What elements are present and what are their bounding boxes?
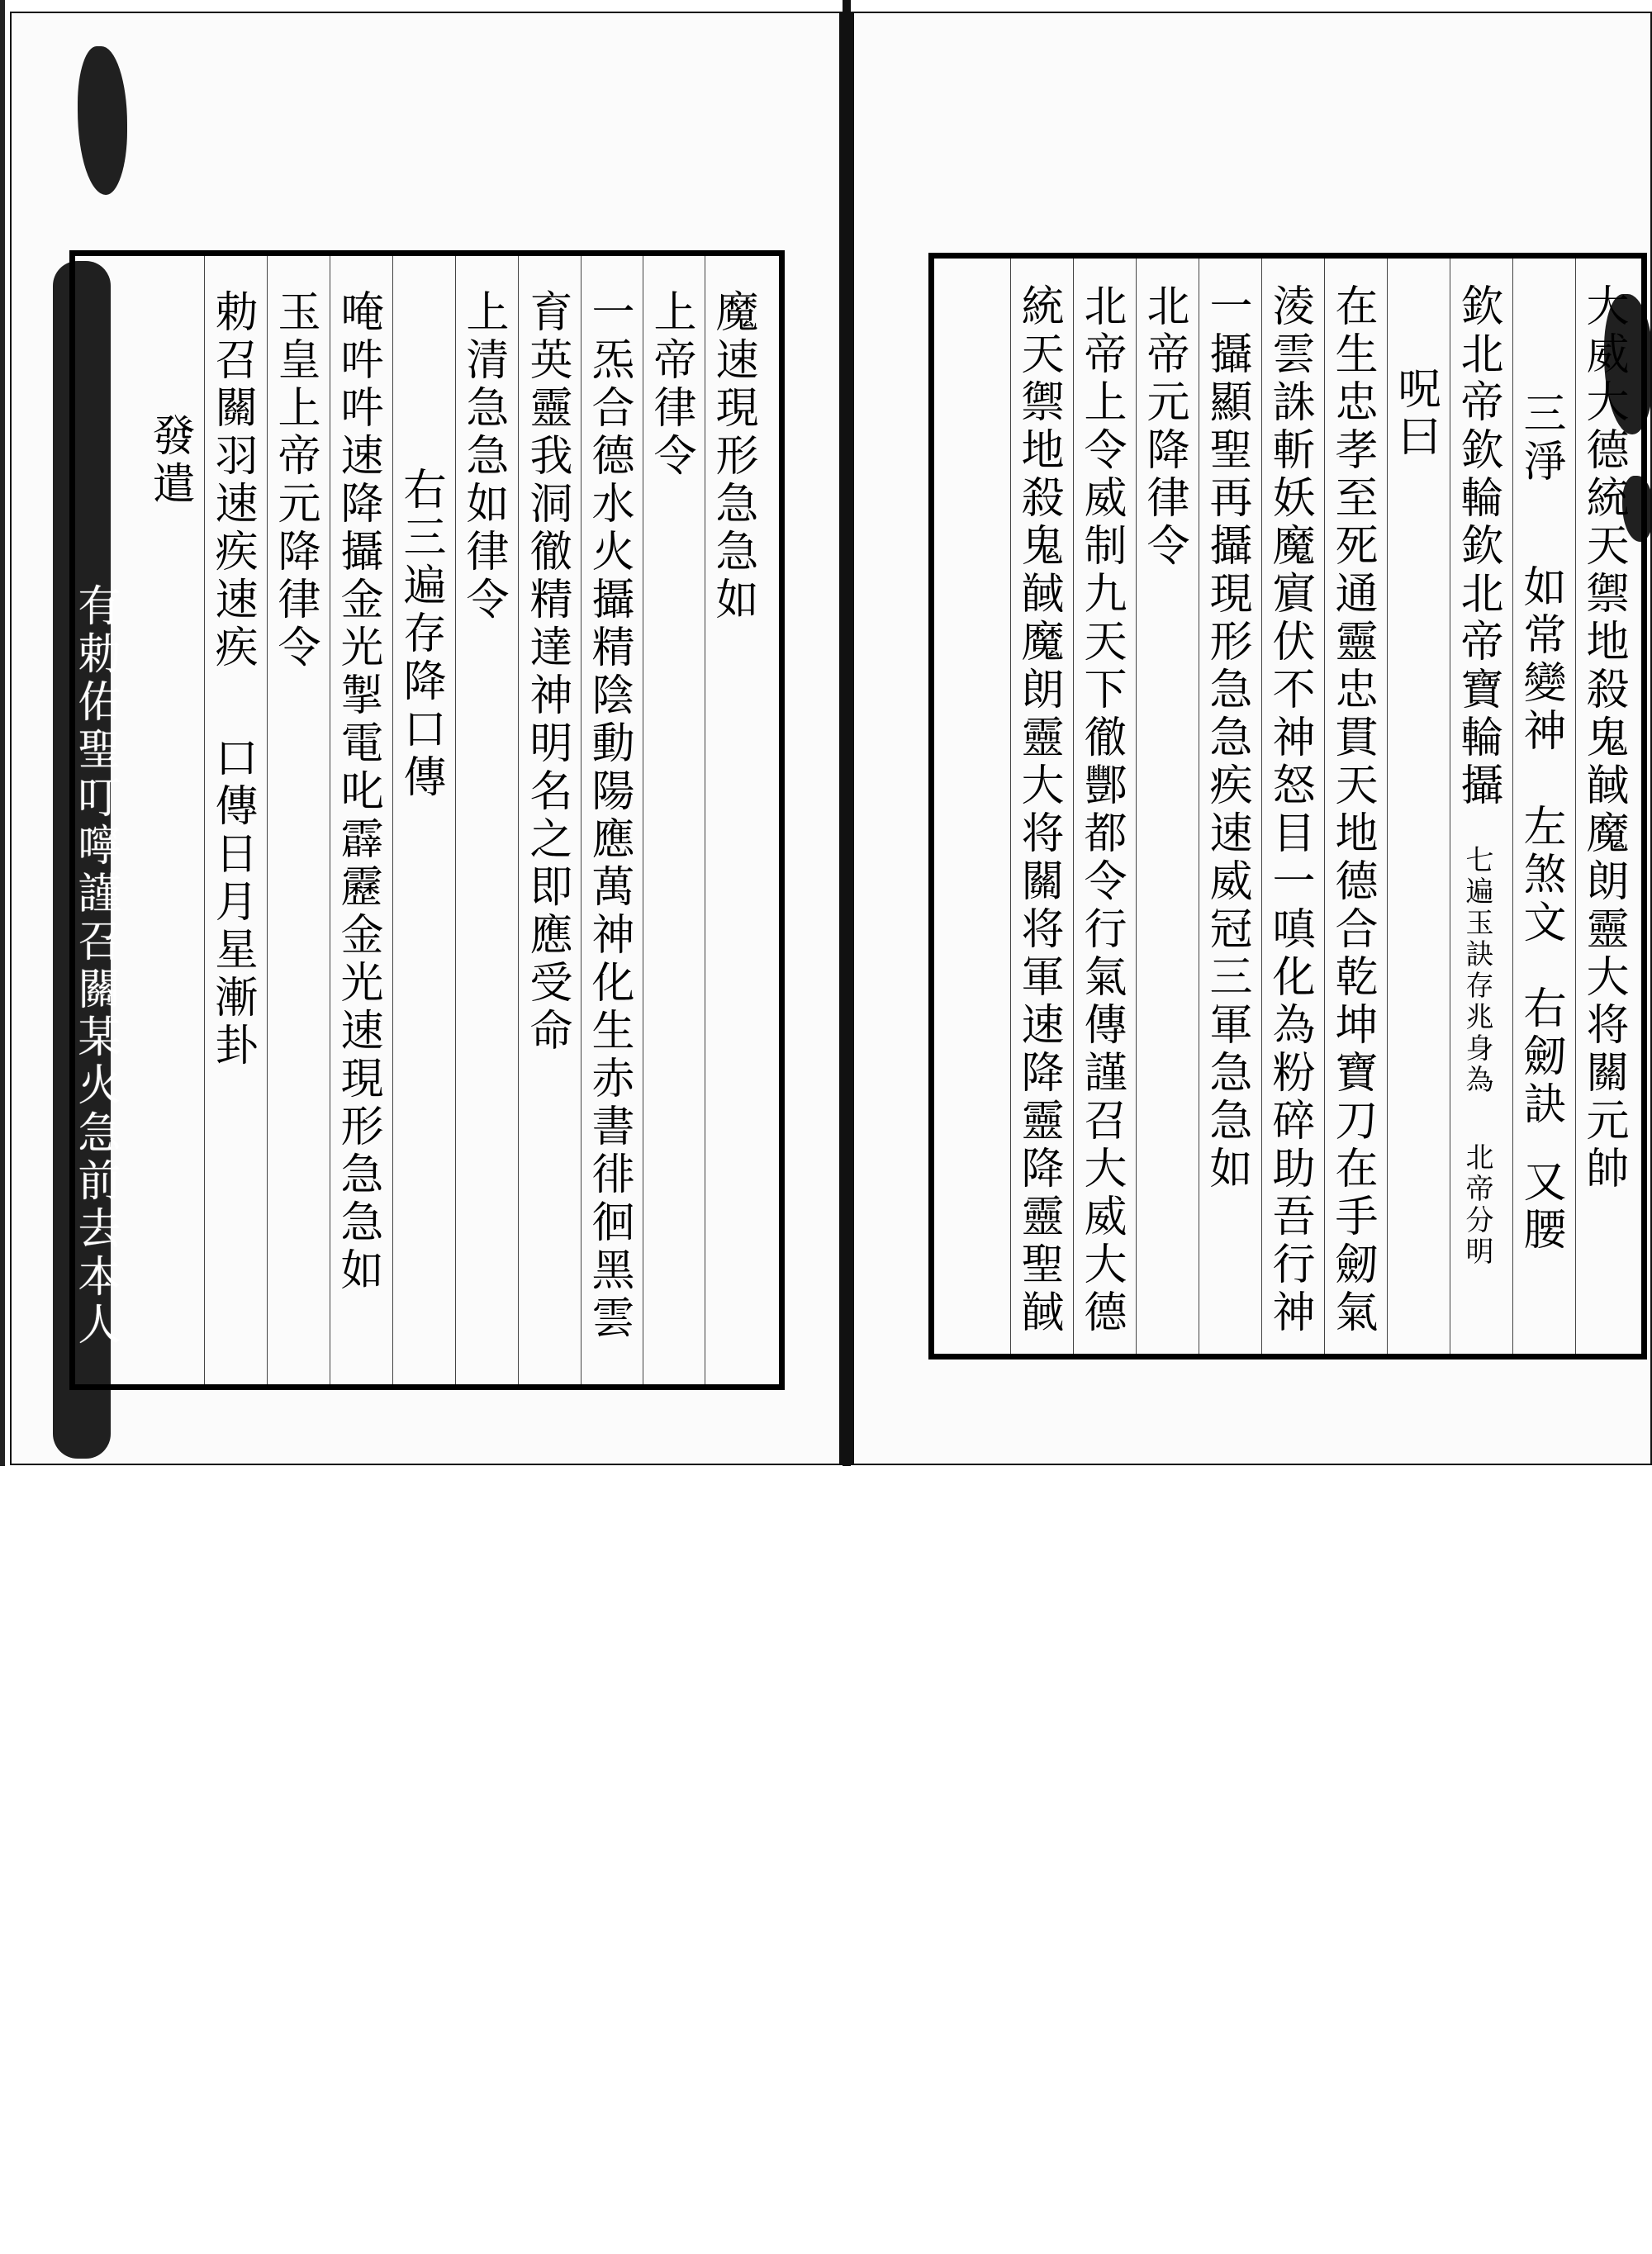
left-page: [10, 12, 844, 1465]
column-rule: [1010, 259, 1011, 1354]
column-rule: [1324, 259, 1325, 1354]
text-column: 育英靈我洞徹精達神明名之即應受命: [522, 289, 572, 1056]
left-text-frame: [69, 250, 785, 1390]
text-column: 一炁合德水火攝精陰動陽應萬神化生赤書徘徊黑雲: [584, 289, 634, 1343]
column-rule: [392, 256, 393, 1384]
text-column: 上帝律令: [646, 289, 695, 481]
text-column: 一攝顯聖再攝現形急急疾速威冠三軍急急如: [1202, 283, 1251, 1193]
text-column: 呪曰: [1390, 366, 1440, 462]
ink-stain-top-left: [78, 46, 127, 195]
text-column: 北帝上令威制九天下徹酆都令行氣傳謹召大威大德: [1076, 283, 1126, 1337]
column-rule: [204, 256, 205, 1384]
column-rule: [1575, 259, 1576, 1354]
text-column: 魔速現形急急如: [708, 289, 757, 624]
text-column-note: 口傳日月星漸卦: [207, 735, 257, 1070]
text-column: 大威大德統天禦地殺鬼馘魔朗靈大将關元帥: [1578, 283, 1628, 1193]
right-text-frame: [928, 253, 1647, 1360]
margin-annotation: 有勅佑聖叮嚀謹召關某火急前去本人: [70, 583, 120, 1350]
text-column-small: 七遍玉訣存兆身為: [1460, 845, 1493, 1096]
text-column: 勅召關羽速疾速疾: [207, 289, 257, 672]
text-column: 右三遍存降口傳: [396, 467, 445, 802]
text-column: 發遣: [145, 413, 194, 509]
column-rule: [1073, 259, 1074, 1354]
text-column-small: 北帝分明: [1460, 1142, 1493, 1268]
column-rule: [267, 256, 268, 1384]
text-column-part: 左煞文: [1516, 804, 1565, 947]
column-rule: [1512, 259, 1513, 1354]
column-rule: [581, 256, 582, 1384]
left-book-edge: [0, 0, 5, 1466]
text-column: 玉皇上帝元降律令: [270, 289, 320, 672]
text-column: 統天禦地殺鬼馘魔朗靈大将關将軍速降靈降靈聖馘: [1014, 283, 1063, 1337]
text-column-part: 如常變神: [1516, 564, 1565, 756]
text-column: 在生忠孝至死通靈忠貫天地德合乾坤寶刀在手劒氣: [1327, 283, 1377, 1337]
text-column: 淩雲誅斬妖魔賔伏不神怒目一嗔化為粉碎助吾行神: [1265, 283, 1314, 1337]
text-column: 三淨: [1516, 391, 1565, 486]
text-column-part: 又腰: [1516, 1159, 1565, 1255]
column-rule: [1136, 259, 1137, 1354]
column-rule: [1261, 259, 1262, 1354]
column-rule: [518, 256, 519, 1384]
right-page: [849, 12, 1652, 1465]
column-rule: [1387, 259, 1388, 1354]
text-column: 欽北帝欽輪欽北帝寶輪攝: [1453, 283, 1502, 810]
text-column-part: 右劒訣: [1516, 985, 1565, 1129]
column-rule: [455, 256, 456, 1384]
text-column: 上清急急如律令: [458, 289, 508, 624]
text-column: 北帝元降律令: [1139, 283, 1189, 571]
text-column: 唵吽吽速降攝金光掣電叱霹靂金光速現形急急如: [333, 289, 382, 1295]
